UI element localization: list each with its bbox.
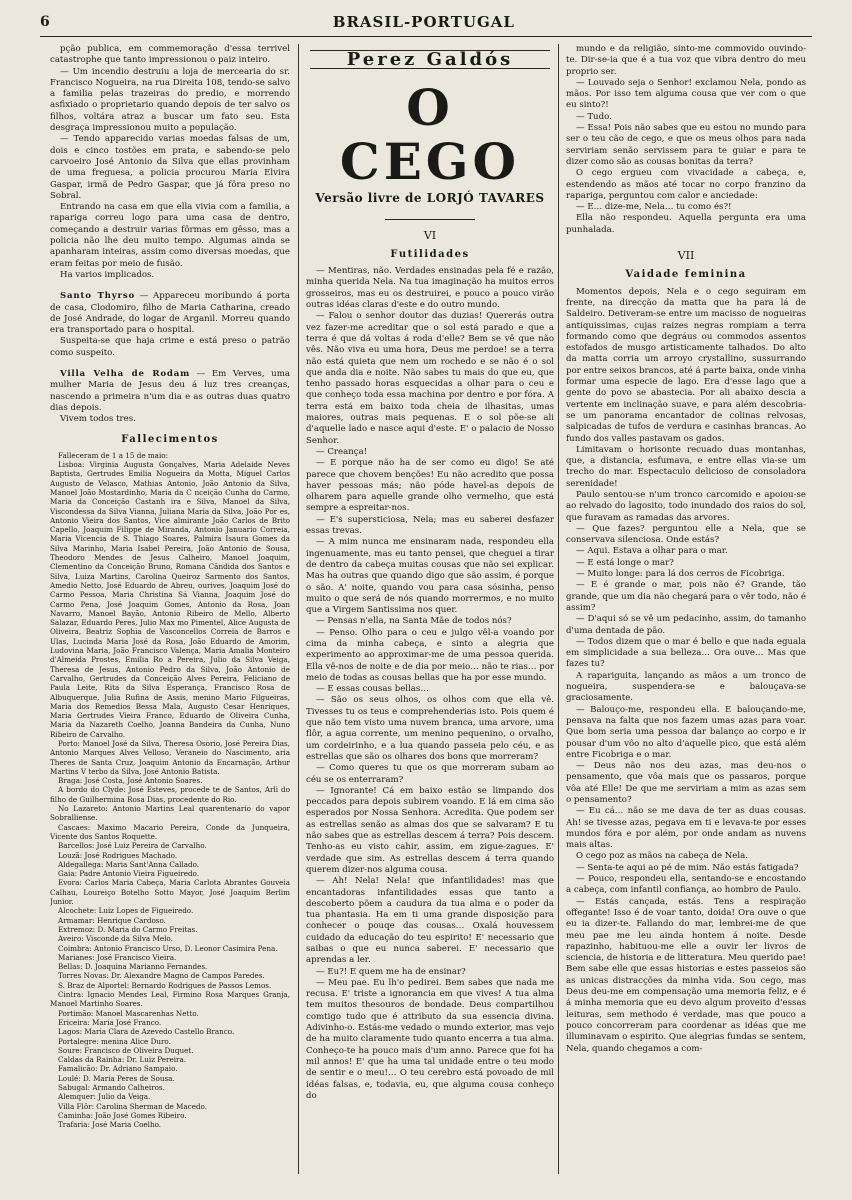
obituary-line: Ericeira: Maria José Franco. [58, 1017, 162, 1027]
obituary-line: Louzã: José Rodrigues Machado. [58, 850, 178, 860]
paragraph: — Deus não nos deu azas, mas deu-nos o pensamento, que vôa mais que os passaros, porque vôa até Elle! De que me serviriam a mim as azas sem o pensamento? [566, 761, 806, 805]
chapter-number: VI [423, 228, 437, 242]
chapter-number: VII [677, 249, 695, 263]
paragraph: — D'aqui só se vê um pedacinho, assim, do tamanho d'uma dentada de pão. [566, 614, 806, 636]
paragraph: — Ignorante! Cá em baixo estão se limpando dos peccados para depois subirem voando. E lá em cima são esperados por Nossa Senhora. Acredita. Que podem ser as estrellas senão as almas dos que se salvaram? E tu não sabes que as estrellas descem á terra? Pois descem. Tenho-as eu visto cahir, assim, em zigue-zagues. E' verdade que sim. As estrellas descem á terra quando querem dizer-nos alguma cousa. [306, 785, 554, 875]
obituary-line: A bordo do Clyde: José Esteves, procede te de Santos, Arli do filho de Guilhermina Rosa Dias, procedente do Rio. [50, 785, 290, 804]
obituary-line: Lagos: Maria Clara de Azevedo Castello Branco. [58, 1027, 235, 1037]
paragraph: O cego ergueu com vivacidade a cabeça, e, estendendo as mãos até tocar no corpo franzino da rapariga, perguntou com calor e anciedade: [566, 168, 806, 201]
paragraph: — Eu cá… não se me dava de ter as duas cousas. Ah! se tivesse azas, pegava em ti e levava-te por esses mundos fóra e por além, por onde andam as nuvens mais altas. [566, 806, 806, 851]
santo-thyrso-heading: Santo Thyrso [60, 291, 136, 302]
paragraph: — E essas cousas bellas… [316, 684, 429, 695]
paragraph: — Louvado seja o Senhor! exclamou Nela, pondo as mãos. Por isso tem alguma cousa que ver com o que eu sinto?! [566, 77, 806, 111]
column-right [566, 44, 806, 1194]
obituary-line: Bellas: D. Joaquina Marianno Fernandes. [58, 962, 208, 972]
obituary-line: Barcellos: José Luiz Pereira de Carvalho. [58, 841, 207, 851]
story-title: O CEGO [339, 78, 521, 192]
paragraph: Limitavam o horisonte recuado duas montanhas, que, a distancia, esfumava, e entre ellas via-se um trecho do mar. Espectaculo delicioso de consoladora serenidade! [566, 444, 806, 489]
paragraph: Momentos depois, Nela e o cego seguiram em frente, na direcção da matta que ha para lá de Saldeiro. Detiveram-se entre um macisso de nogueiras antiquissimas, cujas raizes negras rompiam a terra formando como que degráus ou commodos assentos estofados de musgo artisticamente talhados. Do alto da matta corria um arroyo crystallino, sussurrando por entre seixos brancos, até á parte baixa, onde vinha formar uma especie de lago. Era d'esse lago que a gente do povo se abastecia. Por ali abaixo descia a vertente em inclinação suave, e para além descobria-se um panorama encantador de colinas relvosas, salpicadas de tufos de verdura e casinhas brancas. Ao fundo dos valles pastavam os gados. [566, 286, 806, 444]
paragraph: — Que fazes? perguntou elle a Nela, que se conservava silenciosa. Onde estás? [566, 523, 806, 546]
villa-velha-heading: Villa Velha de Rodam [60, 369, 190, 380]
paragraph: — Meu pae. Eu lh'o pedirei. Bem sabes que nada me recusa. E' triste a ignorancia em que vives! A tua alma tem muitos thesouros de bondade. Deus compartilhou comtigo tudo que é attributo da sua essencia divina. Adivinho-o. Estás-me vedado o mundo exterior, mas vejo de ha muito claramente tudo quanto encerra a tua alma. Conheço-te ha pouco mais d'um anno. Parece que foi ha mil annos! E' que ha uma tal unidade entre o teu modo de sentir e o meu!… O teu cerebro está povoado de mil idéas falsas, e, todavia, eu, que alguma cousa conheço do [306, 977, 554, 1101]
paragraph: Vivem todos tres. [60, 414, 136, 425]
obituary-line: Lisboa: Virginia Augusta Gonçalves, Maria Adelaide Neves Baptista, Gertrudes Emilia Nogueira da Motta, Miguel Carlos Augusto de Velasco, Mathias Antonio, João Antonio da Silva, Manoel João Mostardinho, Maria da C nceição Cunha do Carmo, Maria da Conceição Castanh ira e Silva, Manoel da Silva, Viscondessa da Silva Vianna, Juliana Maria da Silva, João Por es, Antonio Vieira dos Santos, Vice almirante João Carlos de Brito Capello, Joaquim Filippe de Miranda, Antonio Januario Correia, Maria Vicencia de S. Thiago Soares, Palmira Isaura Gomes da Silva Marinho, Maria Isabel Pereira, João Antonio de Sousa, Theodoro Mendes de Jesus Calheiro, Manoel Joaquim, Clementino da Conceição Bruno, Romana Cândida dos Santos e Silva, Luiza Martins, Carolina Queiroz Sarmento dos Santos, Amedio Netto, José Eduardo de Abreu, ourives, Joaquim José do Carmo Pessoa, Maria Christina Sá Vianna, Joaquim José do Carmo Pena, José Joaquim Gomes, Antonio da Rosa, Joan Navarro, Manoel Bayão, Antonio Ribeiro de Mello, Alberto Salazar, Eduardo Peres, Julio Max mo Pimentel, Alice Augusta de Oliveira, Beatriz Sophia de Vasconcellos Correia de Barros e Ulas, Lucinda Maria José da Rosa, João Eduardo de Amorim, Ludovina Maria, João Francisco Valença, Maria Amalia Monteiro d'Almeida Prostes, Emilia Ro a Pereira, Julio da Silva Veiga, Theresa de Jesus, Antonio Pedro da Silva, João Antonio de Carvalho, Gertrudes da Conceição Alves Pereira, Feliciano de Paula Leite, Rita da Silva Esperança, Francisco Rosa de Albuquerque, Julia Rufina de Assis, menino Mario Filgueiras, Maria dos Remedios Bessa Mala, Augusto Cesar Henriques, Maria Gertrudes Vieira Franco, Eduardo de Oliveira Cunha, Maria da Nazareth Coelho, Joanna Bandeira da Cunha, Nuno Ribeiro de Carvalho. [50, 460, 290, 739]
chapter-title: Futilidades [390, 248, 470, 260]
obituary-line: Famalicão: Dr. Adriano Sampaio. [58, 1064, 178, 1074]
villa-velha-text: — Em Verves, uma mulher Maria de Jesus deu á luz tres creanças, nascendo a primeira n'um dia e as outras duas quatro dias depois. [50, 369, 290, 413]
paragraph: — Eu?! E quem me ha de ensinar? [316, 966, 466, 977]
paragraph: — Tendo apparecido varias moedas falsas de um, dois e cinco tostões em prata, e sabendo-se pelo carvoeiro José Antonio da Silva que ellas provinham de uma freguesa, a policia procurou Maria Elvira Gaspar, irmã de Pedro Gaspar, que já fôra preso no Sobral. [50, 134, 290, 201]
obituary-line: Extremoz: D. Maria do Carmo Freitas. [58, 924, 198, 934]
paragraph: — Um incendio destruiu a loja de mercearia do sr. Francisco Nogueira, na rua Direita 108, tendo-se salvo a familia pelas trazeiras do predio, e morrendo asfixiado o proprietario quando depois de ter salvo os filhos, voltára atraz a buscar um fato seu. Esta desgraça impressionou muito a população. [50, 66, 290, 134]
paragraph: — A mim nunca me ensinaram nada, respondeu ella ingenuamente, mas eu tanto pensei, que cheguei a tirar de dentro da cabeça muitas cousas que não sei explicar. Mas ha outras que quando digo que são assim, é porque o são. A' noite, quando vou para casa sósinha, penso muito o que será de nós quando morrermos, e no muito que a Virgem Santissima nos quer. [306, 537, 554, 616]
obituary-line: Villa Flôr: Carolina Sherman de Macedo. [58, 1101, 208, 1111]
paragraph: — Creança! [316, 446, 368, 457]
paragraph: — Todos dizem que o mar é bello e que nada eguala em simplicidade a sua belleza… Ora ouve… Mas que fazes tu? [566, 636, 806, 670]
paragraph: — Penso. Olho para o ceu e julgo vêl-a voando por cima da minha cabeça, e sinto a alegria que experimento ao approximar-me de uma pessoa querida. Ella vê-nos de noite e de dia por meio… não te rias… por meio de todas as cousas bellas que ha por esse mundo. [306, 627, 554, 683]
paragraph: — Muito longe: para lá dos cerros de Ficobriga. [576, 569, 785, 580]
obituary-line: Falleceram de 1 a 15 de maio: [58, 450, 169, 460]
obituary-line: Sabugal: Armando Calheiros. [58, 1082, 165, 1092]
obituary-line: Armamar: Henrique Cardoso. [58, 915, 166, 925]
paragraph: — E's supersticiosa, Nela; mas eu saberei desfazer essas trevas. [306, 514, 554, 537]
paragraph: — Aqui. Estava a olhar para o mar. [576, 546, 728, 557]
journal-title: BRASIL-PORTUGAL [332, 13, 515, 31]
paragraph: — Ah! Nela! Nela! que infantilidades! mas que encantadoras infantilidades essas que tanto a descoberto põem a caudura da tua alma e o poder da tua phantasia. Ha em ti uma grande disposição para conhecer o pouqe das cousas… Oxalá houvessem cuidado da educação do teu espirito! E' necessario que saibas o que eu nunca saberei. E' necessario que aprendas a ler. [306, 876, 554, 966]
obituary-line: S. Braz de Alportel: Bernardo Rodrigues de Passos Lemos. [58, 980, 272, 990]
paragraph: — Estás cançada, estás. Tens a respiração offegante! Isso é de voar tanto, doida! Ora ouve o que eu ia dizer-te. Fallando do mar, lembrei-me de que meu pae me leu ainda hontem á noite. Desde rapazinho, habituou-me elle a ouvir ler livros de sciencia, de historia e de litteratura. Meu querido pae! Bem sabe elle que essas historias e estes passeios são as unicas distracções da minha vida. Sou cego, mas Deus deu-me em compensação uma memoria feliz, e é á minha memoria que eu devo algum proveito d'essas leituras, sem methodo é verdade, mas que pouco a pouco concorreram para coordenar as idéas que me illuminavam o espirito. Que alegrias fundas se sentem, Nela, quando chegamos a com- [566, 896, 806, 1054]
column-divider [298, 44, 299, 1174]
paragraph: — Pouco, respondeu ella, sentando-se e encostando a cabeça, com infantil confiança, ao hombro de Paulo. [566, 874, 806, 896]
paragraph: — E… dize-me, Nela… tu como és?! [576, 202, 732, 213]
obituary-line: Gaia: Padre Antonio Vieira Figueiredo. [58, 869, 200, 879]
header-rule [40, 36, 812, 37]
paragraph: Ella não respondeu. Aquella pergunta era uma punhalada. [566, 213, 806, 235]
paragraph: — Falou o senhor doutor das duzias! Quererás outra vez fazer-me acreditar que o sol está parado e que a terra é que dá voltas á roda d'elle? Bem se vê que não vês. Não viva eu uma hora, Deus me perdoe! se a terra não está quieta que nem um rochedo e se não é o sol que anda dia e noite. Não sabes tu mais do que eu, que tenho passado horas esquecidas a olhar para o ceu e que conheço toda essa machina por dentro e por fóra. A terra está em baixo toda cheia de ilhasitas, umas maiores, outras mais pequenas. E o sol põe-se ali d'aquelle lado e nasce aqui d'este. E' o palacio de Nosso Senhor. [306, 311, 554, 446]
obituary-list [50, 451, 290, 1130]
paragraph: O cego poz as mãos na cabeça de Nela. [576, 851, 748, 862]
obituary-line: Torres Novas: Dr. Alexandre Magno de Campos Paredes. [58, 971, 265, 981]
obituary-line: Caminha: João José Gomes Ribeiro. [58, 1110, 187, 1120]
paragraph: Paulo sentou-se n'um tronco carcomido e apoiou-se ao relvado do lagosito, todo inundado dos raios do sol, que furavam as ramadas das arvores. [566, 489, 806, 523]
paragraph: — E porque não ha de ser como eu digo! Se até parece que chovem benções! Eu não acredito que possa haver pessoas más; não póde havel-as depois de olharem para aquelle grande olho vermelho, que está sempre a espreitar-nos. [306, 458, 554, 514]
obituary-line: Soure: Francisco de Oliveira Duquet. [58, 1045, 194, 1055]
obituary-line: Coimbra: Antonio Francisco Urso, D. Leonor Casimira Pena. [58, 943, 278, 953]
fallecimentos-heading: Fallecimentos [121, 433, 219, 445]
chapter-title: Vaidade feminina [625, 269, 747, 281]
paragraph: — São os seus olhos, os olhos com que ella vê. Tivesses tu os teus e comprehenderias isto. Pois quem é que não tem visto uma nuvem branca, uma arvore, uma flôr, a agua corrente, um menino pequenino, o orvalho, um cordeirinho, e a lua quando passeia pelo céu, e as estrellas que são os olhares dos bons que morreram? [306, 695, 554, 762]
obituary-line: Alcochete: Luiz Lopes de Figueiredo. [58, 906, 194, 916]
obituary-line: Caldas da Rainha: Dr. Luiz Pereira. [58, 1055, 187, 1065]
paragraph: A rapariguita, lançando as mãos a um tronco de nogueira, suspendera-se e balouçava-se graciosamente. [566, 670, 806, 704]
villa-velha-item [50, 369, 290, 414]
obituary-line: No Lazareto: Antonio Martins Leal quarentenario do vapor Sobralliense. [50, 804, 290, 823]
obituary-line: Portimão: Manoel Mascarenhas Netto. [58, 1008, 199, 1018]
obituary-line: Loulé: D. Maria Peres de Sousa. [58, 1073, 175, 1083]
story-subtitle: Versão livre de LORJÓ TAVARES [315, 191, 545, 206]
column-left [50, 44, 290, 1194]
paragraph: — Essa! Pois não sabes que eu estou no mundo para ser o teu cão de cego, e que os meus olhos para nada serviriam senão servissem para te guiar e para te dizer como são as cousas bonitas da terra? [566, 123, 806, 167]
santo-thyrso-item [50, 291, 290, 336]
paragraph: — Pensas n'ella, na Santa Mãe de todos nós? [316, 616, 512, 627]
paragraph: — Mentiras, não. Verdades ensinadas pela fé e razão, minha querida Nela. Na tua imaginação ha muitos erros grosseiros, mas eu os destruirei, e pouco a pouco virão outras idéas claras d'este e do outro mundo. [306, 266, 554, 311]
paragraph: Ha varios implicados. [60, 269, 155, 280]
paragraph: — Tudo. [576, 111, 612, 122]
obituary-line: Marianes: José Francisco Vieira. [58, 952, 177, 962]
obituary-line: Cintra: Ignacio Mendes Leal, Firmino Rosa Marques Granja, Manoel Martinho Soares. [50, 990, 290, 1009]
obituary-line: Portalegre: menina Alice Duro. [58, 1036, 171, 1046]
obituary-line: Braga: José Costa, José Antonio Soares. [58, 776, 203, 786]
obituary-line: Trafaria: José Maria Coelho. [58, 1120, 162, 1130]
paragraph: — E está longe o mar? [576, 557, 674, 568]
paragraph: — Como queres tu que os que morreram subam ao céu se os enterraram? [306, 763, 554, 785]
paragraph: — E é grande o mar, pois não é? Grande, tão grande, que um dia não chegará para o vêr todo, não é assim? [566, 580, 806, 613]
paragraph: pção publica, em commemoração d'essa terrivel catastrophe que tanto impressionou o paiz inteiro. [50, 44, 290, 66]
column-middle [306, 44, 554, 1194]
obituary-line: Aldegallega: Maria Sant'Anna Callado. [58, 859, 200, 869]
paragraph: Suspeita-se que haja crime e está preso o patrão como suspeito. [50, 336, 290, 358]
obituary-line: Aveiro: Visconde da Silva Melo. [58, 934, 173, 944]
santo-thyrso-text: — Appareceu moribundo á porta de casa, Clodomiro, filho de Maria Catharina, creado de José Andrade, do logar de Arganil. Morreu quando era transportado para o hospital. [50, 291, 290, 336]
paragraph: Entrando na casa em que ella vivia com a familia, a rapariga correu logo para uma casa de dentro, começando a destruir varias fôrmas em gêsso, mas a policia não lhe deu muito tempo. Algumas ainda se apanharam inteiras, assim como diversas moedas, que eram feitas por meio de fusão. [50, 202, 290, 269]
paragraph: — Senta-te aqui ao pé de mim. Não estás fatigada? [576, 862, 799, 873]
column-divider [558, 44, 559, 1174]
page-number: 6 [40, 14, 50, 30]
obituary-line: Porto: Manoel José da Silva, Theresa Osorio, José Pereira Dias, Antonio Marques Alves Velloso, Veraneio do Nascimento, aria Theres de Santa Cruz, Joaquim Antonio da Encarnação, Arthur Martins V terbo da Silva, José Antonio Batista. [50, 739, 290, 776]
paragraph: mundo e da religião, sinto-me commovido ouvindo-te. Dir-se-ia que é a tua voz que vibra dentro do meu proprio ser. [566, 44, 806, 77]
obituary-line: Cascaes: Maximo Macario Pereira, Conde da Junqueira, Vicente dos Santos Roquette. [50, 822, 290, 841]
paragraph: — Balouço-me, respondeu ella. E balouçando-me, pensava na falta que nos fazem umas azas para voar. Que bom seria uma pessoa dar balanço ao corpo e ir pousar d'um vôo no alto d'aquelle pico, que está além entre Ficobriga e o mar. [566, 704, 806, 760]
author-name: Perez Galdós [310, 50, 550, 69]
title-rule [385, 219, 475, 220]
page-header [40, 10, 812, 34]
obituary-line: Evora: Carlos Maria Cabeça, Maria Carlota Abrantes Gouveia Calhau, Loureiço Botelho Sotto Mayor, José Joaquim Berlim Junior. [50, 878, 290, 907]
obituary-line: Alemquer: Julio da Veiga. [58, 1092, 151, 1102]
